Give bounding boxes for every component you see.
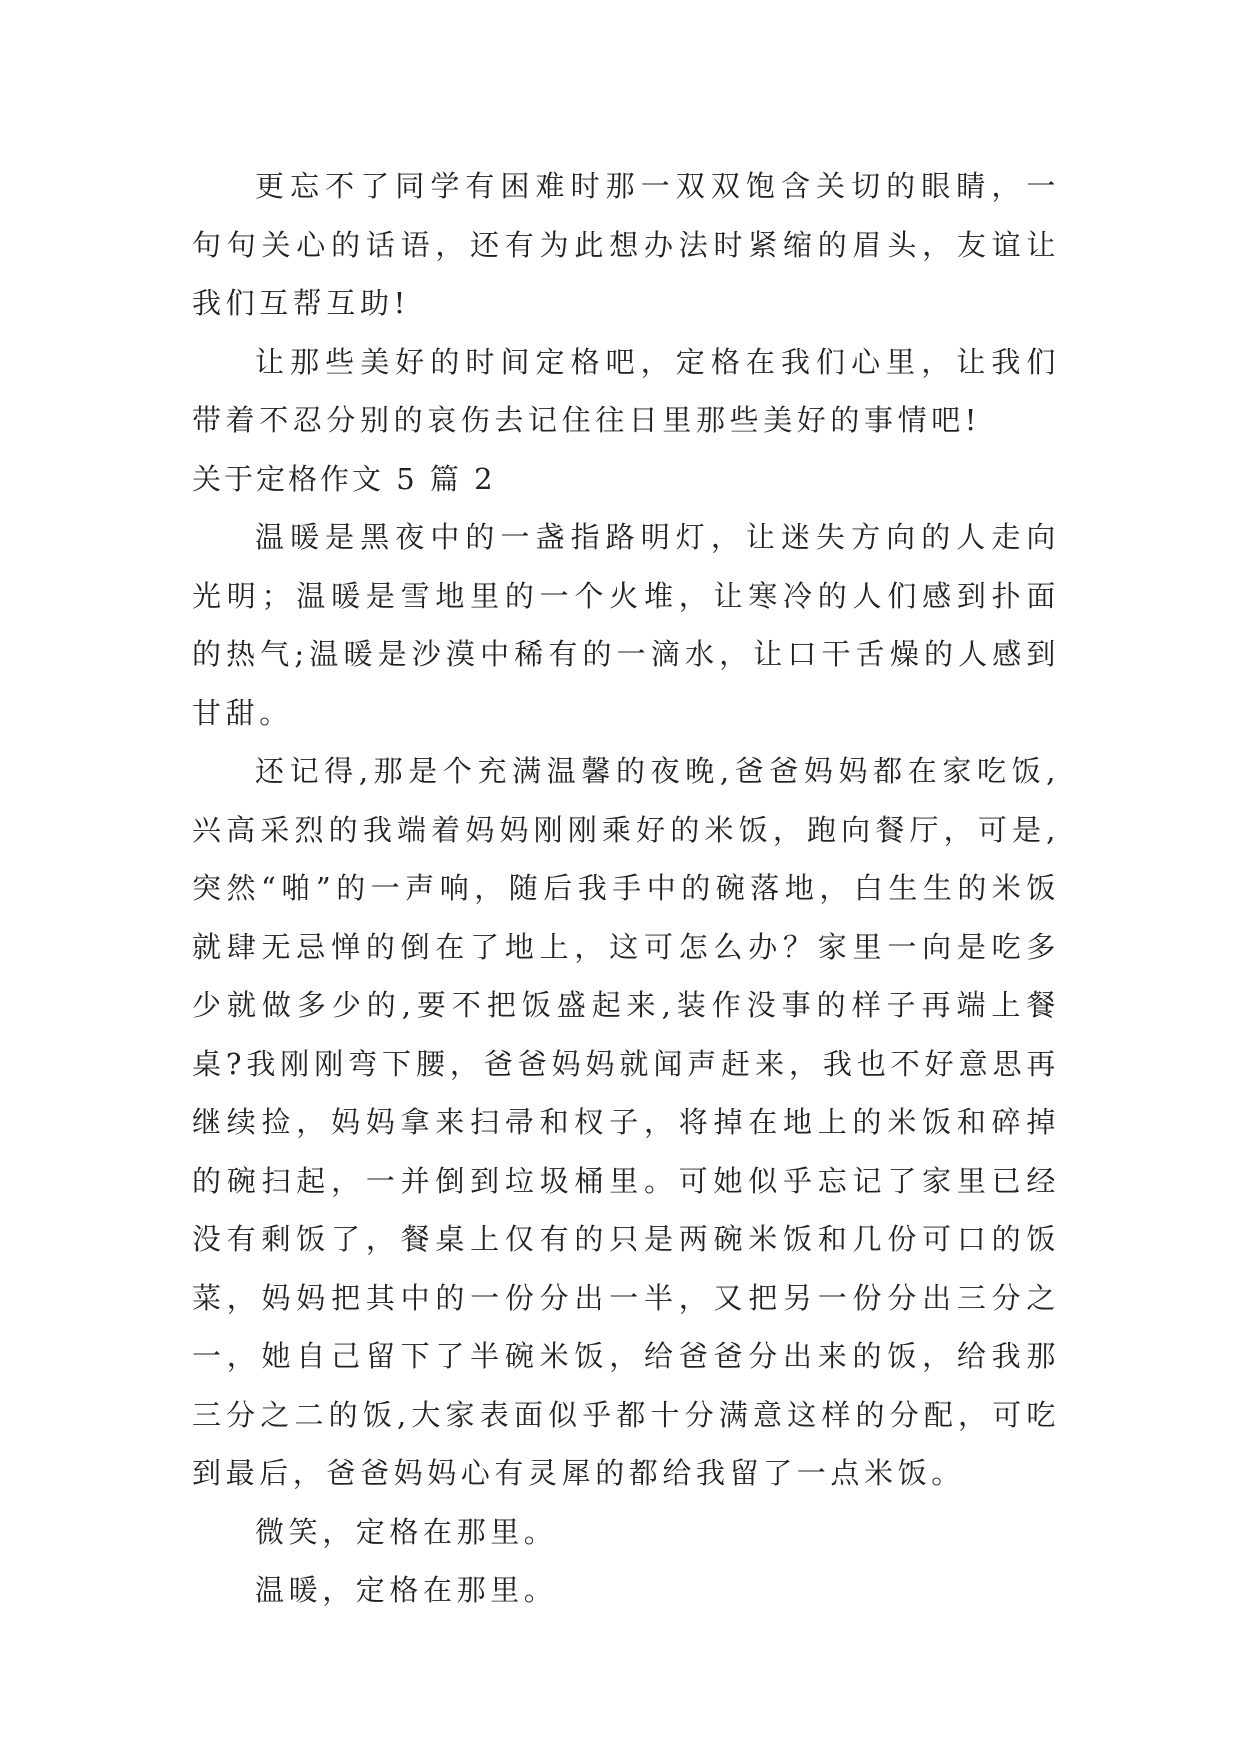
paragraph-warmth-intro: 温暖是黑夜中的一盏指路明灯，让迷失方向的人走向光明；温暖是雪地里的一个火堆，让寒冷的人们感到扑面的热气;温暖是沙漠中稀有的一滴水，让口干舌燥的人感到甘甜。	[192, 520, 1060, 730]
section-heading: 关于定格作文 5 篇 2	[192, 461, 496, 496]
paragraph-smile: 微笑，定格在那里。	[255, 1514, 558, 1549]
paragraph-freeze-moments: 让那些美好的时间定格吧，定格在我们心里，让我们带着不忍分别的哀伤去记住往日里那些美好的事情吧!	[192, 344, 1060, 437]
paragraph-dinner-story: 还记得,那是个充满温馨的夜晚,爸爸妈妈都在家吃饭,兴高采烈的我端着妈妈刚刚乘好的米饭，跑向餐厅，可是,突然“啪”的一声响，随后我手中的碗落地，白生生的米饭就肆无忌惮的倒在了地上，这可怎么办？家里一向是吃多少就做多少的,要不把饭盛起来,装作没事的样子再端上餐桌?我刚刚弯下腰，爸爸妈妈就闻声赶来，我也不好意思再继续捡，妈妈拿来扫帚和杈子，将掉在地上的米饭和碎掉的碗扫起，一并倒到垃圾桶里。可她似乎忘记了家里已经没有剩饭了，餐桌上仅有的只是两碗米饭和几份可口的饭菜，妈妈把其中的一份分出一半，又把另一份分出三分之一，她自己留下了半碗米饭，给爸爸分出来的饭，给我那三分之二的饭,大家表面似乎都十分满意这样的分配，可吃到最后，爸爸妈妈心有灵犀的都给我留了一点米饭。	[192, 754, 1060, 1490]
paragraph-friendship: 更忘不了同学有困难时那一双双饱含关切的眼睛，一句句关心的话语，还有为此想办法时紧缩的眉头，友谊让我们互帮互助!	[192, 169, 1060, 320]
document-page	[192, 157, 1060, 1620]
paragraph-warmth: 温暖，定格在那里。	[255, 1573, 558, 1607]
